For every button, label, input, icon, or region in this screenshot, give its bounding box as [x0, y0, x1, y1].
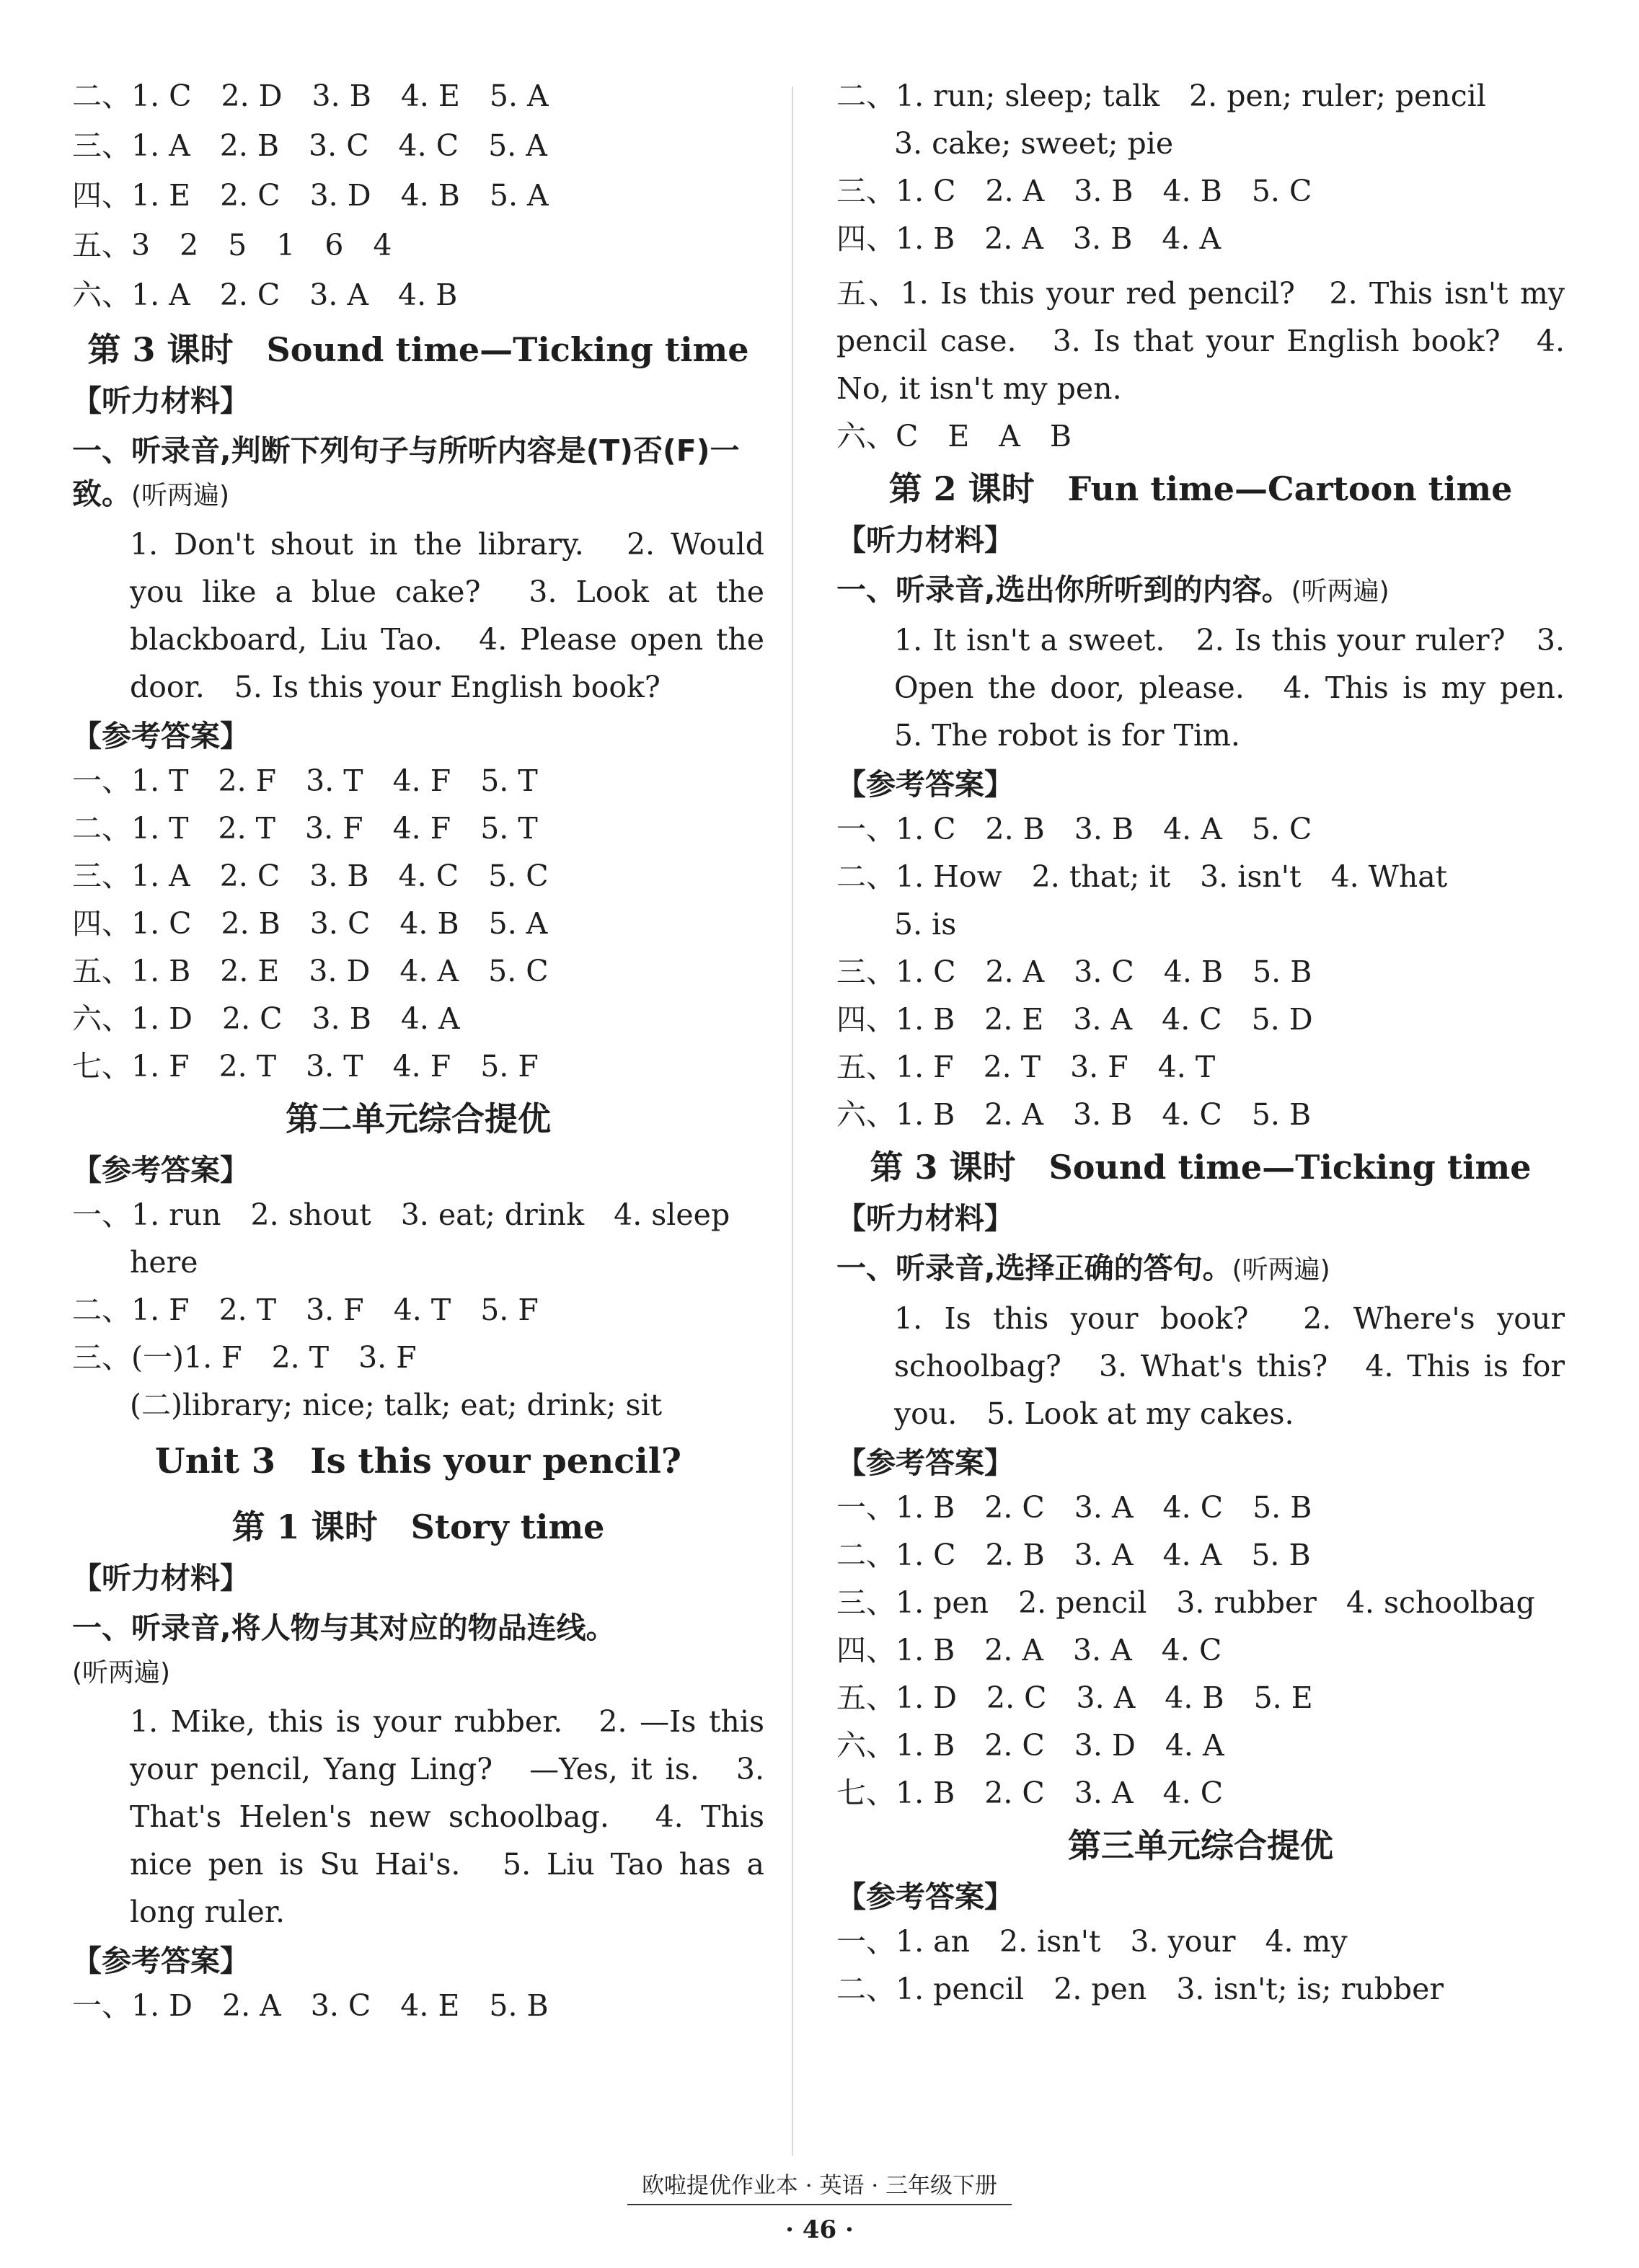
unit-review-heading: 第二单元综合提优 [286, 1099, 551, 1138]
listening-script: 1. Don't shout in the library. 2. Would you like a blue cake? 3. Look at the blackboard, Liu Tao. 4. Please open the door. 5. Is this your English book? [130, 527, 764, 704]
lesson-heading: 第 3 课时 Sound time—Ticking time [870, 1148, 1532, 1187]
publication-title: 欧啦提优作业本 · 英语 · 三年级下册 [627, 2167, 1012, 2205]
listening-material-tag: 【听力材料】 [836, 523, 1014, 557]
unit-title: Unit 3 Is this your pencil? [154, 1441, 682, 1481]
answer-line: 五、1. D 2. C 3. A 4. B 5. E [836, 1680, 1313, 1715]
answer-line: 二、1. C 2. D 3. B 4. E 5. A [72, 79, 549, 113]
listening-material-tag: 【听力材料】 [72, 1561, 249, 1595]
answer-key-tag: 【参考答案】 [72, 719, 249, 753]
left-column [72, 79, 764, 2039]
answer-line: 四、1. B 2. A 3. A 4. C [836, 1633, 1222, 1667]
right-column [836, 79, 1594, 2020]
lesson-heading: 第 2 课时 Fun time—Cartoon time [888, 469, 1513, 508]
answer-line: here [130, 1245, 198, 1280]
answer-line: 六、C E A B [836, 419, 1072, 453]
listening-script: 1. Mike, this is your rubber. 2. —Is this your pencil, Yang Ling? —Yes, it is. 3. That's Helen's new schoolbag. 4. This nice pen is Su Hai's. 5. Liu Tao has a long ruler. [130, 1704, 764, 1929]
answer-line: 一、1. an 2. isn't 3. your 4. my [836, 1924, 1348, 1959]
instruction: 一、听录音,判断下列句子与所听内容是(T)否(F)一致。(听两遍) [72, 433, 740, 511]
answer-line: 六、1. B 2. A 3. B 4. C 5. B [836, 1097, 1312, 1132]
answer-line: 一、1. B 2. C 3. A 4. C 5. B [836, 1490, 1312, 1525]
answer-line: 二、1. run; sleep; talk 2. pen; ruler; pencil [836, 79, 1486, 113]
answer-line: 5. is [894, 907, 957, 942]
answer-line: 二、1. F 2. T 3. F 4. T 5. F [72, 1293, 539, 1327]
answer-line: 七、1. F 2. T 3. T 4. F 5. F [72, 1049, 539, 1084]
lesson-heading: 第 1 课时 Story time [231, 1507, 605, 1546]
answer-key-tag: 【参考答案】 [836, 1445, 1014, 1480]
answer-line: 二、1. pencil 2. pen 3. isn't; is; rubber [836, 1972, 1444, 2006]
answer-line: 三、1. pen 2. pencil 3. rubber 4. schoolbag [836, 1585, 1535, 1620]
answer-key-tag: 【参考答案】 [836, 1879, 1014, 1914]
answer-line: 3. cake; sweet; pie [894, 126, 1174, 161]
answer-line: 一、1. run 2. shout 3. eat; drink 4. sleep [72, 1197, 730, 1232]
answer-line: 五、1. F 2. T 3. F 4. T [836, 1050, 1216, 1084]
answer-line: 四、1. E 2. C 3. D 4. B 5. A [72, 178, 549, 213]
answer-line: 一、1. D 2. A 3. C 4. E 5. B [72, 1988, 549, 2023]
answer-line: 四、1. C 2. B 3. C 4. B 5. A [72, 906, 548, 941]
lesson-heading: 第 3 课时 Sound time—Ticking time [87, 330, 749, 369]
answer-line: 二、1. C 2. B 3. A 4. A 5. B [836, 1538, 1311, 1572]
instruction: 一、听录音,选择正确的答句。(听两遍) [836, 1251, 1330, 1285]
listening-script: 1. Is this your book? 2. Where's your schoolbag? 3. What's this? 4. This is for you. 5. Look at my cakes. [894, 1301, 1565, 1431]
answer-line: 二、1. T 2. T 3. F 4. F 5. T [72, 811, 538, 846]
answer-line: 六、1. B 2. C 3. D 4. A [836, 1728, 1224, 1763]
answer-line: 五、3 2 5 1 6 4 [72, 228, 392, 262]
answer-line: 五、1. B 2. E 3. D 4. A 5. C [72, 954, 549, 988]
answer-key-tag: 【参考答案】 [72, 1944, 249, 1978]
listening-script: 1. It isn't a sweet. 2. Is this your ruler? 3. Open the door, please. 4. This is my pen. 5. The robot is for Tim. [894, 623, 1594, 753]
listening-material-tag: 【听力材料】 [72, 384, 249, 418]
answer-line: 四、1. B 2. E 3. A 4. C 5. D [836, 1002, 1313, 1037]
answer-line: 七、1. B 2. C 3. A 4. C [836, 1776, 1224, 1810]
answer-key-tag: 【参考答案】 [836, 767, 1014, 802]
answer-line: 四、1. B 2. A 3. B 4. A [836, 221, 1221, 256]
answer-line: 三、1. A 2. C 3. B 4. C 5. C [72, 859, 549, 893]
answer-line: 三、1. C 2. A 3. C 4. B 5. B [836, 954, 1312, 989]
answer-line: 六、1. A 2. C 3. A 4. B [72, 278, 458, 312]
page-number: · 46 · [785, 2215, 854, 2244]
answer-line: 六、1. D 2. C 3. B 4. A [72, 1001, 460, 1036]
answer-line: 三、1. C 2. A 3. B 4. B 5. C [836, 174, 1312, 208]
unit-review-heading: 第三单元综合提优 [1068, 1826, 1333, 1865]
column-divider [792, 87, 793, 2156]
answer-line: 一、1. T 2. F 3. T 4. F 5. T [72, 763, 538, 798]
listening-material-tag: 【听力材料】 [836, 1201, 1014, 1236]
answer-line: (二)library; nice; talk; eat; drink; sit [130, 1388, 663, 1422]
instruction: 一、听录音,将人物与其对应的物品连线。 (听两遍) [72, 1611, 616, 1688]
answer-line: 一、1. C 2. B 3. B 4. A 5. C [836, 812, 1312, 846]
page-footer [0, 2167, 1639, 2244]
instruction: 一、听录音,选出你所听到的内容。(听两遍) [836, 572, 1390, 607]
answer-paragraph: 五、1. Is this your red pencil? 2. This isn't my pencil case. 3. Is that your English book? 4. No, it isn't my pen. [836, 276, 1565, 406]
answer-key-tag: 【参考答案】 [72, 1153, 249, 1187]
answer-line: 三、1. A 2. B 3. C 4. C 5. A [72, 128, 547, 163]
answer-line: 三、(一)1. F 2. T 3. F [72, 1340, 417, 1375]
answer-line: 二、1. How 2. that; it 3. isn't 4. What [836, 859, 1448, 894]
